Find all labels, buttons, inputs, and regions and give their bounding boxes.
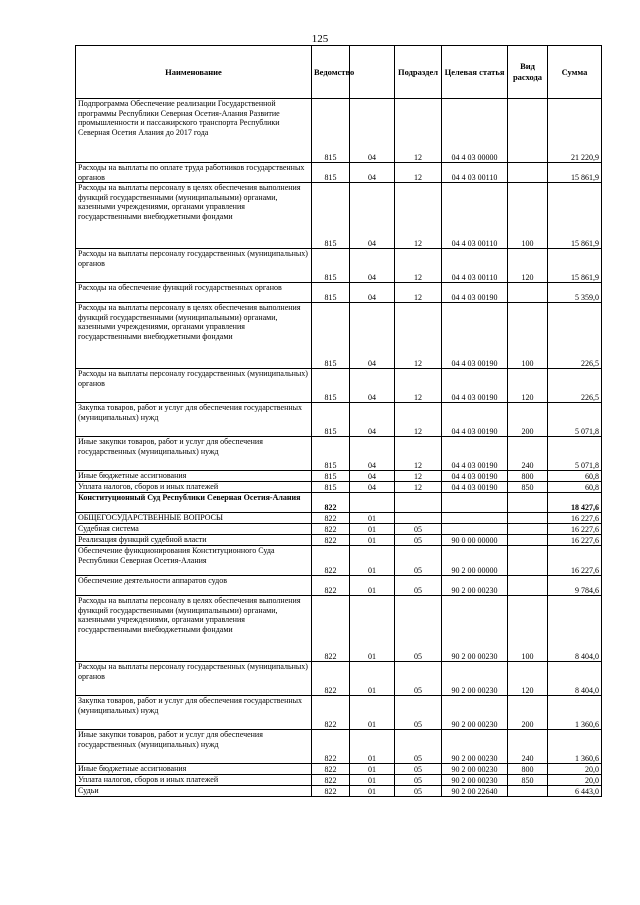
sum-cell: 1 360,6	[548, 730, 602, 764]
sum-cell: 16 227,6	[548, 524, 602, 535]
ministry-cell: 815	[312, 482, 350, 493]
section-cell: 01	[350, 786, 395, 797]
table-header-row	[76, 46, 602, 99]
target-cell: 90 2 00 00230	[442, 576, 508, 596]
expense-type-cell	[508, 786, 548, 797]
ministry-cell: 822	[312, 775, 350, 786]
table-row	[76, 546, 602, 576]
name-cell: Расходы на выплаты персоналу государственных (муниципальных) органов	[76, 369, 312, 403]
table-row	[76, 524, 602, 535]
target-cell	[442, 524, 508, 535]
target-cell: 04 4 03 00110	[442, 163, 508, 183]
subsection-cell: 12	[395, 249, 442, 283]
sum-cell: 15 861,9	[548, 249, 602, 283]
target-cell: 90 2 00 00230	[442, 596, 508, 662]
name-cell: Реализация функций судебной власти	[76, 535, 312, 546]
section-cell: 04	[350, 283, 395, 303]
expense-type-cell: 240	[508, 730, 548, 764]
section-cell: 01	[350, 535, 395, 546]
table-row	[76, 183, 602, 249]
ministry-cell: 822	[312, 696, 350, 730]
table-row	[76, 163, 602, 183]
subsection-cell: 12	[395, 283, 442, 303]
name-cell: Закупка товаров, работ и услуг для обеспечения государственных (муниципальных) нужд	[76, 696, 312, 730]
budget-table	[75, 45, 602, 797]
name-cell: Расходы на выплаты персоналу государственных (муниципальных) органов	[76, 249, 312, 283]
sum-cell: 20,0	[548, 775, 602, 786]
target-cell: 04 4 03 00110	[442, 249, 508, 283]
ministry-cell: 822	[312, 786, 350, 797]
subsection-cell: 05	[395, 524, 442, 535]
header-name: Наименование	[76, 46, 312, 99]
sum-cell: 226,5	[548, 369, 602, 403]
subsection-cell: 12	[395, 163, 442, 183]
name-cell: Иные бюджетные ассигнования	[76, 471, 312, 482]
header-ministry: Ведомство	[312, 46, 350, 99]
table-row	[76, 283, 602, 303]
ministry-cell: 822	[312, 524, 350, 535]
table-row	[76, 535, 602, 546]
expense-type-cell: 850	[508, 482, 548, 493]
expense-type-cell	[508, 283, 548, 303]
table-row	[76, 696, 602, 730]
table-row	[76, 786, 602, 797]
ministry-cell: 822	[312, 576, 350, 596]
section-cell: 01	[350, 546, 395, 576]
target-cell: 04 4 03 00190	[442, 369, 508, 403]
table-row	[76, 596, 602, 662]
sum-cell: 9 784,6	[548, 576, 602, 596]
target-cell: 90 2 00 00000	[442, 546, 508, 576]
expense-type-cell	[508, 535, 548, 546]
section-cell: 01	[350, 662, 395, 696]
subsection-cell: 05	[395, 662, 442, 696]
ministry-cell: 822	[312, 596, 350, 662]
table-row	[76, 437, 602, 471]
subsection-cell: 12	[395, 303, 442, 369]
target-cell: 04 4 03 00000	[442, 99, 508, 163]
subsection-cell	[395, 493, 442, 513]
name-cell: Судебная система	[76, 524, 312, 535]
subsection-cell: 12	[395, 471, 442, 482]
expense-type-cell: 800	[508, 471, 548, 482]
page-number: 125	[311, 33, 329, 45]
ministry-cell: 815	[312, 303, 350, 369]
sum-cell: 5 071,8	[548, 403, 602, 437]
sum-cell: 15 861,9	[548, 163, 602, 183]
section-cell: 04	[350, 183, 395, 249]
name-cell: Расходы на выплаты по оплате труда работников государственных органов	[76, 163, 312, 183]
subsection-cell: 12	[395, 99, 442, 163]
expense-type-cell	[508, 513, 548, 524]
expense-type-cell: 200	[508, 696, 548, 730]
name-cell: Расходы на выплаты персоналу в целях обеспечения выполнения функций государственными (муниципальными) органами, казенными учреждениями, органами управления государственными внебюджетными фондами	[76, 183, 312, 249]
subsection-cell: 05	[395, 730, 442, 764]
expense-type-cell	[508, 493, 548, 513]
subsection-cell: 05	[395, 596, 442, 662]
expense-type-cell: 100	[508, 303, 548, 369]
subsection-cell: 05	[395, 546, 442, 576]
section-cell: 04	[350, 482, 395, 493]
sum-cell: 6 443,0	[548, 786, 602, 797]
subsection-cell: 05	[395, 696, 442, 730]
expense-type-cell	[508, 163, 548, 183]
target-cell: 04 4 03 00190	[442, 283, 508, 303]
ministry-cell: 815	[312, 369, 350, 403]
target-cell: 90 0 00 00000	[442, 535, 508, 546]
section-cell: 04	[350, 403, 395, 437]
ministry-cell: 822	[312, 730, 350, 764]
section-cell: 01	[350, 775, 395, 786]
table-body	[76, 99, 602, 797]
target-cell: 90 2 00 00230	[442, 662, 508, 696]
table-row	[76, 513, 602, 524]
sum-cell: 5 359,0	[548, 283, 602, 303]
header-expense-type: Вид расхода	[508, 46, 548, 99]
header-sum: Сумма	[548, 46, 602, 99]
name-cell: Обеспечение функционирования Конституционного Суда Республики Северная Осетия-Алания	[76, 546, 312, 576]
ministry-cell: 815	[312, 283, 350, 303]
name-cell: Расходы на выплаты персоналу в целях обеспечения выполнения функций государственными (муниципальными) органами, казенными учреждениями, органами управления государственными внебюджетными фондами	[76, 596, 312, 662]
target-cell: 04 4 03 00190	[442, 303, 508, 369]
table-row	[76, 764, 602, 775]
ministry-cell: 822	[312, 546, 350, 576]
section-cell	[350, 493, 395, 513]
ministry-cell: 822	[312, 513, 350, 524]
table-row	[76, 403, 602, 437]
sum-cell: 8 404,0	[548, 596, 602, 662]
subsection-cell	[395, 513, 442, 524]
expense-type-cell	[508, 99, 548, 163]
section-cell: 04	[350, 471, 395, 482]
sum-cell: 18 427,6	[548, 493, 602, 513]
section-cell: 04	[350, 99, 395, 163]
name-cell: ОБЩЕГОСУДАРСТВЕННЫЕ ВОПРОСЫ	[76, 513, 312, 524]
sum-cell: 21 220,9	[548, 99, 602, 163]
subsection-cell: 05	[395, 576, 442, 596]
target-cell: 90 2 00 22640	[442, 786, 508, 797]
table-row	[76, 303, 602, 369]
table-row	[76, 775, 602, 786]
table-row	[76, 249, 602, 283]
target-cell: 04 4 03 00190	[442, 482, 508, 493]
sum-cell: 60,8	[548, 471, 602, 482]
ministry-cell: 822	[312, 535, 350, 546]
name-cell: Расходы на выплаты персоналу государственных (муниципальных) органов	[76, 662, 312, 696]
target-cell	[442, 513, 508, 524]
target-cell: 90 2 00 00230	[442, 775, 508, 786]
name-cell: Иные закупки товаров, работ и услуг для обеспечения государственных (муниципальных) нужд	[76, 730, 312, 764]
table-row	[76, 730, 602, 764]
name-cell: Иные закупки товаров, работ и услуг для обеспечения государственных (муниципальных) нужд	[76, 437, 312, 471]
header-target: Целевая статья	[442, 46, 508, 99]
section-cell: 01	[350, 730, 395, 764]
target-cell: 04 4 03 00110	[442, 183, 508, 249]
table-row	[76, 369, 602, 403]
ministry-cell: 815	[312, 437, 350, 471]
sum-cell: 16 227,6	[548, 535, 602, 546]
table-row	[76, 493, 602, 513]
subsection-cell: 05	[395, 775, 442, 786]
target-cell: 04 4 03 00190	[442, 403, 508, 437]
subsection-cell: 05	[395, 786, 442, 797]
section-cell: 01	[350, 596, 395, 662]
section-cell: 04	[350, 303, 395, 369]
target-cell: 90 2 00 00230	[442, 730, 508, 764]
subsection-cell: 12	[395, 482, 442, 493]
section-cell: 04	[350, 369, 395, 403]
sum-cell: 8 404,0	[548, 662, 602, 696]
sum-cell: 60,8	[548, 482, 602, 493]
ministry-cell: 815	[312, 183, 350, 249]
name-cell: Расходы на обеспечение функций государственных органов	[76, 283, 312, 303]
ministry-cell: 815	[312, 471, 350, 482]
ministry-cell: 815	[312, 163, 350, 183]
table-row	[76, 662, 602, 696]
table-row	[76, 576, 602, 596]
expense-type-cell: 100	[508, 596, 548, 662]
sum-cell: 20,0	[548, 764, 602, 775]
table-row	[76, 99, 602, 163]
name-cell: Обеспечение деятельности аппаратов судов	[76, 576, 312, 596]
subsection-cell: 12	[395, 403, 442, 437]
subsection-cell: 05	[395, 535, 442, 546]
section-cell: 01	[350, 513, 395, 524]
name-cell: Судьи	[76, 786, 312, 797]
section-cell: 01	[350, 764, 395, 775]
ministry-cell: 822	[312, 493, 350, 513]
expense-type-cell: 120	[508, 249, 548, 283]
section-cell: 01	[350, 524, 395, 535]
sum-cell: 16 227,6	[548, 513, 602, 524]
expense-type-cell: 120	[508, 369, 548, 403]
ministry-cell: 822	[312, 662, 350, 696]
section-cell: 01	[350, 576, 395, 596]
name-cell: Расходы на выплаты персоналу в целях обеспечения выполнения функций государственными (муниципальными) органами, казенными учреждениями, органами управления государственными внебюджетными фондами	[76, 303, 312, 369]
target-cell: 04 4 03 00190	[442, 437, 508, 471]
expense-type-cell: 850	[508, 775, 548, 786]
target-cell: 90 2 00 00230	[442, 696, 508, 730]
target-cell: 04 4 03 00190	[442, 471, 508, 482]
header-section	[350, 46, 395, 99]
subsection-cell: 12	[395, 437, 442, 471]
section-cell: 04	[350, 163, 395, 183]
name-cell: Уплата налогов, сборов и иных платежей	[76, 775, 312, 786]
expense-type-cell	[508, 524, 548, 535]
table-row	[76, 482, 602, 493]
sum-cell: 15 861,9	[548, 183, 602, 249]
expense-type-cell	[508, 546, 548, 576]
expense-type-cell: 200	[508, 403, 548, 437]
name-cell: Закупка товаров, работ и услуг для обеспечения государственных (муниципальных) нужд	[76, 403, 312, 437]
subsection-cell: 12	[395, 183, 442, 249]
table-row	[76, 471, 602, 482]
section-cell: 01	[350, 696, 395, 730]
subsection-cell: 12	[395, 369, 442, 403]
ministry-cell: 815	[312, 403, 350, 437]
ministry-cell: 815	[312, 99, 350, 163]
name-cell: Уплата налогов, сборов и иных платежей	[76, 482, 312, 493]
sum-cell: 1 360,6	[548, 696, 602, 730]
sum-cell: 226,5	[548, 303, 602, 369]
expense-type-cell: 100	[508, 183, 548, 249]
expense-type-cell: 240	[508, 437, 548, 471]
expense-type-cell: 800	[508, 764, 548, 775]
subsection-cell: 05	[395, 764, 442, 775]
ministry-cell: 815	[312, 249, 350, 283]
name-cell: Иные бюджетные ассигнования	[76, 764, 312, 775]
sum-cell: 16 227,6	[548, 546, 602, 576]
sum-cell: 5 071,8	[548, 437, 602, 471]
section-cell: 04	[350, 437, 395, 471]
target-cell: 90 2 00 00230	[442, 764, 508, 775]
ministry-cell: 822	[312, 764, 350, 775]
section-cell: 04	[350, 249, 395, 283]
expense-type-cell: 120	[508, 662, 548, 696]
expense-type-cell	[508, 576, 548, 596]
target-cell	[442, 493, 508, 513]
name-cell: Подпрограмма Обеспечение реализации Государственной программы Республики Северная Осетия-Алания Развитие промышленности и пассажирского транспорта Республики Северная Осетия Алания до 2017 года	[76, 99, 312, 163]
header-subsection: Подраздел	[395, 46, 442, 99]
name-cell: Конституционный Суд Республики Северная Осетия-Алания	[76, 493, 312, 513]
